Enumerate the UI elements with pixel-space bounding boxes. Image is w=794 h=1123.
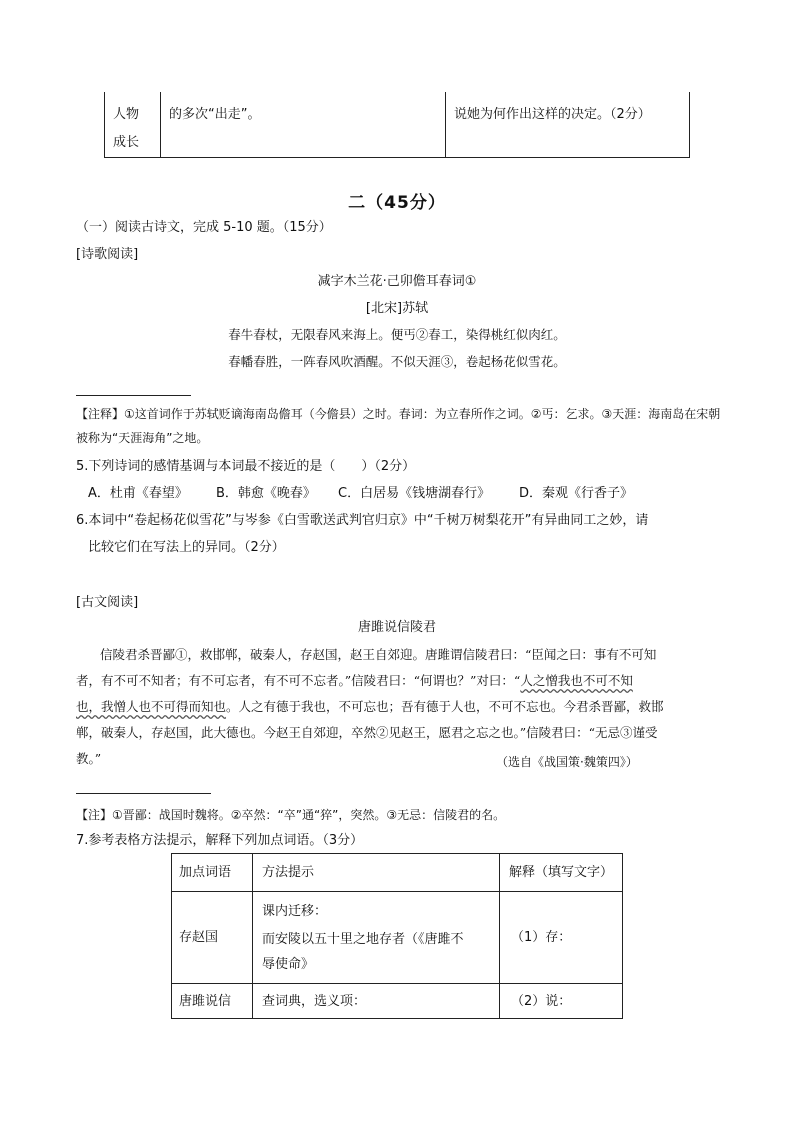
question-6-line1: 6.本词中“卷起杨花似雪花”与岑参《白雪歌送武判官归京》中“千树万树梨花开”有异曲同工之妙，请: [76, 513, 649, 528]
row-label-line1: 人物: [113, 107, 140, 122]
table-cell-hint: 辱使命》: [262, 957, 315, 972]
poem-footnote: 【注释】①这首词作于苏轼贬谪海南岛儋耳（今儋县）之时。春词：为立春所作之词。②丐：乞求。③天涯：海南岛在宋朝: [76, 407, 721, 421]
table-cell-word: 存赵国: [179, 930, 219, 945]
table-cell-hint: 查词典，选义项：: [262, 994, 367, 1009]
poem-section-label: [诗歌阅读]: [76, 247, 139, 262]
q5-option-c[interactable]: C．白居易《钱塘湖春行》: [338, 486, 491, 501]
prose-text: 教。”: [76, 751, 102, 766]
table-cell-requirement: 说她为何作出这样的决定。（2分）: [454, 107, 651, 122]
poem-title: 减字木兰花·己卯儋耳春词①: [317, 274, 477, 289]
answer-field-2[interactable]: （2）说：: [511, 994, 572, 1009]
table-divider: [252, 854, 253, 1018]
table-divider: [172, 891, 622, 892]
table-header: 解释（填写文字）: [509, 865, 614, 880]
answer-field-1[interactable]: （1）存：: [511, 930, 572, 945]
prose-source: （选自《战国策·魏策四》）: [496, 755, 638, 769]
q7-table: [171, 853, 623, 1019]
prose-text: [76, 671, 633, 691]
q5-option-d[interactable]: D．秦观《行香子》: [519, 486, 634, 501]
question-6-line2: 比较它们在写法上的异同。（2分）: [88, 540, 285, 555]
table-header: 加点词语: [179, 865, 232, 880]
question-5-stem: 5.下列诗词的感情基调与本词最不接近的是（ ）（2分）: [76, 459, 416, 474]
question-7-stem: 7.参考表格方法提示，解释下列加点词语。（3分）: [76, 833, 364, 848]
poem-line: 春牛春杖，无限春风来海上。便丐②春工，染得桃红似肉红。: [228, 327, 566, 342]
table-cell-hint: 而安陵以五十里之地存者（《唐雎不: [262, 932, 464, 947]
footnote-rule: [76, 395, 191, 396]
q5-option-a[interactable]: A．杜甫《春望》: [88, 486, 188, 501]
poem-line: 春幡春胜，一阵春风吹酒醒。不似天涯③，卷起杨花似雪花。: [228, 354, 566, 369]
poem-author: [北宋]苏轼: [365, 301, 429, 316]
continuation-table: [104, 92, 690, 158]
section-heading: 二（45分）: [348, 193, 446, 213]
prose-text: 郸，破秦人，存赵国，此大德也。今赵王自郊迎，卒然②见赵王，愿君之忘之也。”信陵君曰：“无忌③谨受: [76, 725, 658, 740]
table-divider: [172, 983, 622, 984]
table-header: 方法提示: [262, 865, 315, 880]
row-label-line2: 成长: [113, 135, 140, 150]
table-divider: [445, 92, 446, 157]
prose-footnote: 【注】①晋鄙：战国时魏将。②卒然：“卒”通“猝”，突然。③无忌：信陵君的名。: [76, 808, 506, 822]
poem-footnote: 被称为“天涯海角”之地。: [76, 431, 209, 445]
prose-text-segment: 。人之有德于我也，不可忘也；吾有德于人也，不可不忘也。今君杀晋鄙，救邯: [226, 699, 664, 714]
prose-text: [76, 697, 664, 717]
q5-option-b[interactable]: B．韩愈《晚春》: [216, 486, 316, 501]
table-cell-content: 的多次“出走”。: [169, 107, 261, 122]
prose-section-label: [古文阅读]: [76, 595, 139, 610]
table-cell-hint: 课内迁移：: [262, 904, 328, 919]
prose-text: 信陵君杀晋鄙①，救邯郸，破秦人，存赵国，赵王自郊迎。唐雎谓信陵君曰：“臣闻之曰：事有不可知: [100, 647, 657, 662]
table-divider: [160, 92, 161, 157]
marked-sentence: 也，我憎人也不可得而知也: [76, 699, 227, 714]
table-divider: [499, 854, 500, 1018]
prose-text-segment: 者，有不可不知者；有不可忘者，有不可不忘者。”信陵君曰：“何谓也？”对曰：“: [76, 673, 521, 688]
marked-sentence: 人之憎我也不可不知: [520, 673, 633, 688]
part-intro: （一）阅读古诗文，完成 5-10 题。（15分）: [76, 220, 332, 235]
table-cell-word: 唐雎说信: [179, 994, 232, 1009]
prose-title: 唐雎说信陵君: [357, 620, 436, 635]
footnote-rule: [76, 793, 211, 794]
